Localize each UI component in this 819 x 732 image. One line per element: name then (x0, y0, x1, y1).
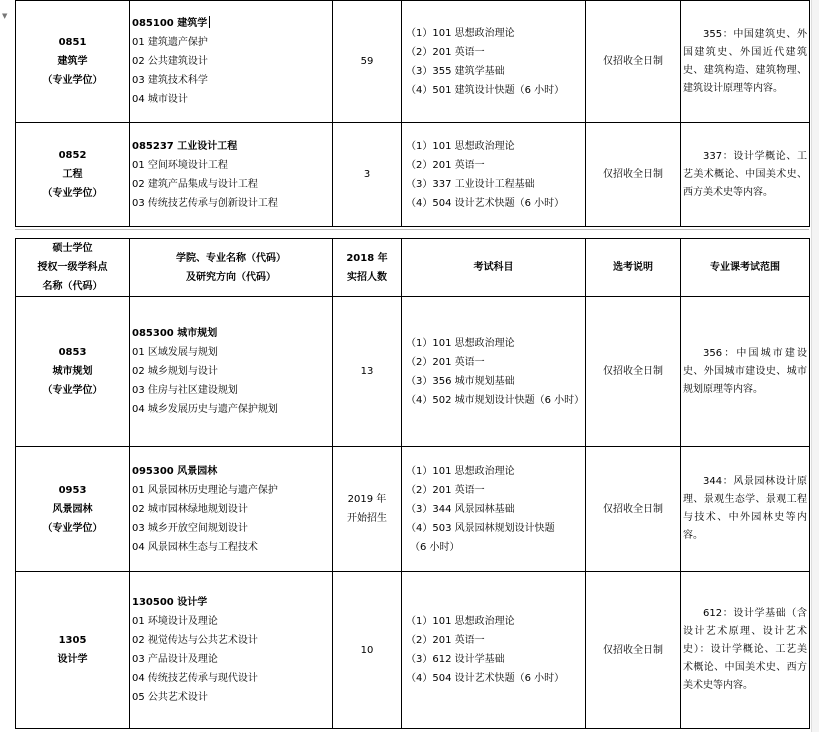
table-row (16, 447, 810, 572)
discipline-name: 风景园林 (52, 503, 93, 515)
header-discipline (16, 239, 130, 297)
page-break-divider (15, 228, 809, 230)
exam-item: （2）201 英语一 (406, 159, 485, 171)
discipline-name: 工程 (62, 169, 83, 180)
direction-item: 03 建筑技术科学 (132, 75, 208, 86)
selection-note: 仅招收全日制 (586, 297, 681, 447)
major-cell (130, 123, 333, 227)
exam-item: （4）503 风景园林规划设计快题 (406, 522, 555, 534)
direction-item: 02 城市园林绿地规划设计 (132, 503, 248, 515)
exam-scope: 355：中国建筑史、外国建筑史、外国近代建筑史、建筑构造、建筑物理、建筑设计原理等内容。 (681, 1, 810, 123)
exam-cell (402, 123, 586, 227)
direction-item: 04 风景园林生态与工程技术 (132, 541, 258, 553)
direction-item: 01 建筑遗产保护 (132, 37, 208, 48)
discipline-name: 设计学 (57, 654, 88, 665)
header-text: 实招人数 (347, 271, 387, 283)
exam-cell (402, 297, 586, 447)
direction-item: 03 城乡开放空间规划设计 (132, 522, 248, 534)
header-note: 选考说明 (586, 239, 681, 297)
direction-item: 02 视觉传达与公共艺术设计 (132, 635, 258, 646)
header-scope: 专业课考试范围 (681, 239, 810, 297)
table-row (16, 572, 810, 729)
direction-item: 02 公共建筑设计 (132, 56, 208, 67)
vertical-scrollbar[interactable] (811, 0, 819, 732)
selection-note: 仅招收全日制 (586, 572, 681, 729)
direction-item: 02 城乡规划与设计 (132, 366, 218, 377)
major-cell (130, 572, 333, 729)
direction-item: 03 住房与社区建设规划 (132, 385, 238, 396)
exam-item: （3）355 建筑学基础 (406, 65, 505, 77)
enrollment-count: 13 (333, 297, 402, 447)
table-header-row (16, 239, 810, 297)
discipline-cell (16, 297, 130, 447)
exam-cell (402, 447, 586, 572)
header-text: 2018 年 (346, 252, 388, 264)
discipline-code: 0853 (58, 347, 87, 358)
discipline-code: 1305 (58, 635, 87, 646)
enrollment-count: 3 (333, 123, 402, 227)
header-text: 学院、专业名称（代码） (176, 252, 286, 264)
discipline-type: （专业学位） (42, 522, 103, 534)
header-count (333, 239, 402, 297)
enrollment-table-top (15, 0, 810, 227)
enrollment-count: 59 (333, 1, 402, 123)
major-title: 130500 设计学 (132, 597, 208, 608)
header-text: 授权一级学科点 (37, 262, 108, 273)
exam-item: （3）344 风景园林基础 (406, 503, 515, 515)
exam-item: （1）101 思想政治理论 (406, 140, 515, 152)
selection-note: 仅招收全日制 (586, 447, 681, 572)
exam-item: （4）502 城市规划设计快题（6 小时） (406, 394, 585, 406)
count-text: 开始招生 (347, 513, 387, 524)
table-row (16, 123, 810, 227)
exam-item: （1）101 思想政治理论 (406, 27, 515, 39)
table-row (16, 297, 810, 447)
header-text: 硕士学位 (52, 243, 93, 254)
exam-item: （3）612 设计学基础 (406, 654, 505, 665)
exam-item: （1）101 思想政治理论 (406, 616, 515, 627)
exam-item: （3）337 工业设计工程基础 (406, 178, 535, 190)
exam-item: （6 小时） (410, 541, 460, 553)
enrollment-count (333, 447, 402, 572)
selection-note: 仅招收全日制 (586, 1, 681, 123)
direction-item: 01 环境设计及理论 (132, 616, 218, 627)
discipline-type: （专业学位） (42, 75, 103, 86)
enrollment-count: 10 (333, 572, 402, 729)
discipline-cell (16, 572, 130, 729)
direction-item: 03 产品设计及理论 (132, 654, 218, 665)
major-cell (130, 447, 333, 572)
exam-scope: 612：设计学基础（含设计艺术原理、设计艺术史）：设计学概论、工艺美术概论、中国美术史、西方美术史等内容。 (681, 572, 810, 729)
major-cell (130, 297, 333, 447)
exam-item: （2）201 英语一 (406, 484, 485, 496)
major-title: 085100 建筑学 (132, 14, 332, 33)
exam-scope: 337：设计学概论、工艺美术概论、中国美术史、西方美术史等内容。 (681, 123, 810, 227)
exam-item: （4）504 设计艺术快题（6 小时） (406, 197, 565, 209)
major-title: 085300 城市规划 (132, 328, 218, 339)
discipline-type: （专业学位） (42, 385, 103, 396)
discipline-code: 0953 (58, 484, 87, 496)
exam-item: （1）101 思想政治理论 (406, 465, 515, 477)
direction-item: 01 区域发展与规划 (132, 347, 218, 358)
discipline-name: 建筑学 (57, 56, 88, 67)
exam-cell (402, 572, 586, 729)
exam-scope: 356：中国城市建设史、外国城市建设史、城市规划原理等内容。 (681, 297, 810, 447)
count-text: 2019 年 (347, 494, 387, 505)
header-text: 及研究方向（代码） (186, 271, 276, 283)
exam-scope: 344：风景园林设计原理、景观生态学、景观工程与技术、中外园林史等内容。 (681, 447, 810, 572)
direction-item: 04 城市设计 (132, 94, 188, 105)
header-exams: 考试科目 (402, 239, 586, 297)
major-title: 085237 工业设计工程 (132, 140, 238, 152)
major-cell (130, 1, 333, 123)
exam-item: （2）201 英语一 (406, 635, 485, 646)
direction-item: 01 空间环境设计工程 (132, 159, 228, 171)
selection-note: 仅招收全日制 (586, 123, 681, 227)
discipline-cell (16, 123, 130, 227)
discipline-type: （专业学位） (42, 188, 103, 199)
direction-item: 03 传统技艺传承与创新设计工程 (132, 197, 278, 209)
collapse-arrow-icon[interactable]: ▼ (2, 12, 8, 20)
major-title: 095300 风景园林 (132, 465, 218, 477)
direction-item: 02 建筑产品集成与设计工程 (132, 178, 258, 190)
direction-item: 05 公共艺术设计 (132, 692, 208, 703)
discipline-code: 0852 (58, 150, 87, 161)
text-cursor (209, 16, 210, 28)
exam-item: （4）504 设计艺术快题（6 小时） (406, 673, 565, 684)
discipline-name: 城市规划 (52, 366, 93, 377)
direction-item: 04 城乡发展历史与遗产保护规划 (132, 404, 278, 415)
discipline-cell (16, 447, 130, 572)
exam-cell (402, 1, 586, 123)
direction-item: 04 传统技艺传承与现代设计 (132, 673, 258, 684)
exam-item: （2）201 英语一 (406, 356, 485, 368)
discipline-cell (16, 1, 130, 123)
exam-item: （4）501 建筑设计快题（6 小时） (406, 84, 565, 96)
header-text: 名称（代码） (42, 281, 103, 292)
table-row (16, 1, 810, 123)
header-major (130, 239, 333, 297)
exam-item: （2）201 英语一 (406, 46, 485, 58)
exam-item: （3）356 城市规划基础 (406, 375, 515, 387)
direction-item: 01 风景园林历史理论与遗产保护 (132, 484, 278, 496)
discipline-code: 0851 (58, 37, 87, 48)
exam-item: （1）101 思想政治理论 (406, 337, 515, 349)
enrollment-table-bottom (15, 238, 810, 729)
